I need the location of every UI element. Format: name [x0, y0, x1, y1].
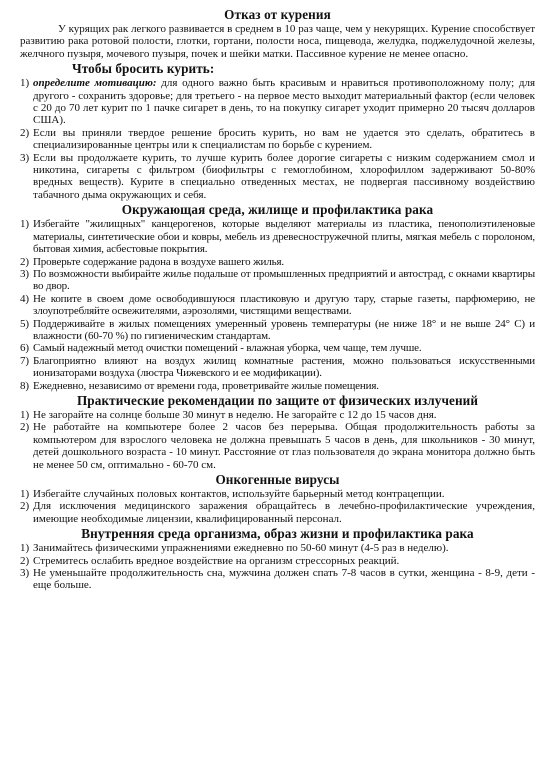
section-title-quit: Чтобы бросить курить: [72, 61, 215, 77]
list-item: 1) определите мотивацию: для одного важно быть красивым и нравиться противоположному полу; для другого - сохранить здоровье; для третьего - на первое место выходит материальный фактор (если человек с 20 до 70 лет курит по 1 пачке сигарет в день, то на покупку сигарет уходит примерно 20 тысяч долларов США). [20, 77, 536, 127]
list-item: 1) Избегайте случайных половых контактов, используйте барьерный метод контрацепции. [20, 488, 445, 500]
section-title-environment: Окружающая среда, жилище и профилактика рака [121, 202, 434, 218]
list-item: 2) Не работайте на компьютере более 2 часов без перерыва. Общая продолжительность работы за компьютером для взрослого человека не должна превышать 5 часов в день, для школьников - 30 минут, детей дошкольного возраста - 10 минут. Расстояние от глаз пользователя до экрана монитора должно быть не менее 50 см, оптимально - 60-70 см. [20, 421, 535, 471]
list-item: 6) Самый надежный метод очистки помещений - влажная уборка, чем чаще, тем лучше. [20, 342, 422, 355]
list-item: 2) Проверьте содержание радона в воздухе вашего жилья. [20, 255, 285, 268]
motivation-lead: определите мотивацию: [33, 77, 157, 90]
list-item: 3) По возможности выбирайте жилье подальше от промышленных предприятий и автострад, с окнами квартиры во двор. [20, 267, 535, 293]
section-title-radiation: Практические рекомендации по защите от физических излучений [76, 392, 479, 408]
list-item: 4) Не копите в своем доме освободившуюся пластиковую и другую тару, старые газеты, парфюмерию, не злоупотребляйте освежителями, аэрозолями, чистящими веществами. [20, 292, 535, 318]
list-item: 1) Не загорайте на солнце больше 30 минут в неделю. Не загорайте с 12 до 15 часов дня. [20, 408, 437, 421]
list-item: 1) Избегайте "жилищных" канцерогенов, которые выделяют материалы из пластика, пенополиэтиленовые материалы, синтетические обои и ковры, мебель из древесностружечной плиты, мягкая мебель с поролоном, бытовая химия, асбестовые покрытия. [20, 218, 535, 256]
list-item: 7) Благоприятно влияют на воздух жилищ комнатные растения, можно пользоваться искусственными ионизаторами воздуха (люстра Чижевского и ее модификации). [20, 354, 535, 380]
section-title-viruses: Онкогенные вирусы [215, 472, 340, 487]
lifestyle-list [20, 542, 535, 592]
section-title-smoking: Отказ от курения [224, 7, 331, 22]
list-item: 2) Если вы приняли твердое решение бросить курить, но вам не удается это сделать, обратитесь в специализированные центры или к специалистам по борьбе с курением. [20, 126, 535, 152]
list-item: 2) Для исключения медицинского заражения обращайтесь в лечебно-профилактические учреждения, имеющие необходимые лицензии, квалифицированный персонал. [20, 500, 535, 525]
smoking-paragraph [20, 23, 535, 60]
list-item: 5) Поддерживайте в жилых помещениях умеренный уровень температуры (не ниже 18° и не выше 24° С) и влажности (60-70 %) по гигиеническим стандартам. [20, 317, 535, 342]
environment-list [20, 218, 535, 392]
viruses-list [20, 488, 535, 525]
section-title-lifestyle: Внутренняя среда организма, образ жизни и профилактика рака [81, 526, 474, 542]
list-item: 3) Если вы продолжаете курить, то лучше курить более дорогие сигареты с низким содержанием смол и никотина, сигареты с фильтром (биофильтры с гемоглобином, хлорофиллом задерживают 50-80% вредных веществ). Курите в специально отведенных местах, не подвергая пассивному воздействию табачного дыма окружающих и себя. [20, 151, 535, 201]
list-item: 1) Занимайтесь физическими упражнениями ежедневно по 50-60 минут (4-5 раз в неделю). [20, 542, 449, 555]
list-item: 3) Не уменьшайте продолжительность сна, мужчина должен спать 7-8 часов в сутки, женщина - 8-9, дети - еще больше. [20, 567, 535, 592]
radiation-list [20, 409, 535, 471]
list-item: 8) Ежедневно, независимо от времени года, проветривайте жилые помещения. [20, 379, 379, 392]
smoking-paragraph-text: У курящих рак легкого развивается в среднем в 10 раз чаще, чем у некурящих. Курение способствует развитию рака ротовой полости, глотки, гортани, полости носа, пищевода, желудка, поджелудочной железы, желчного пузыря, мочевого пузыря, почек и шейки матки. Пассивное курение не менее опасно. [20, 23, 535, 60]
quit-list [20, 77, 535, 201]
list-item: 2) Стремитесь ослабить вредное воздействие на организм стрессорных реакций. [20, 554, 400, 567]
